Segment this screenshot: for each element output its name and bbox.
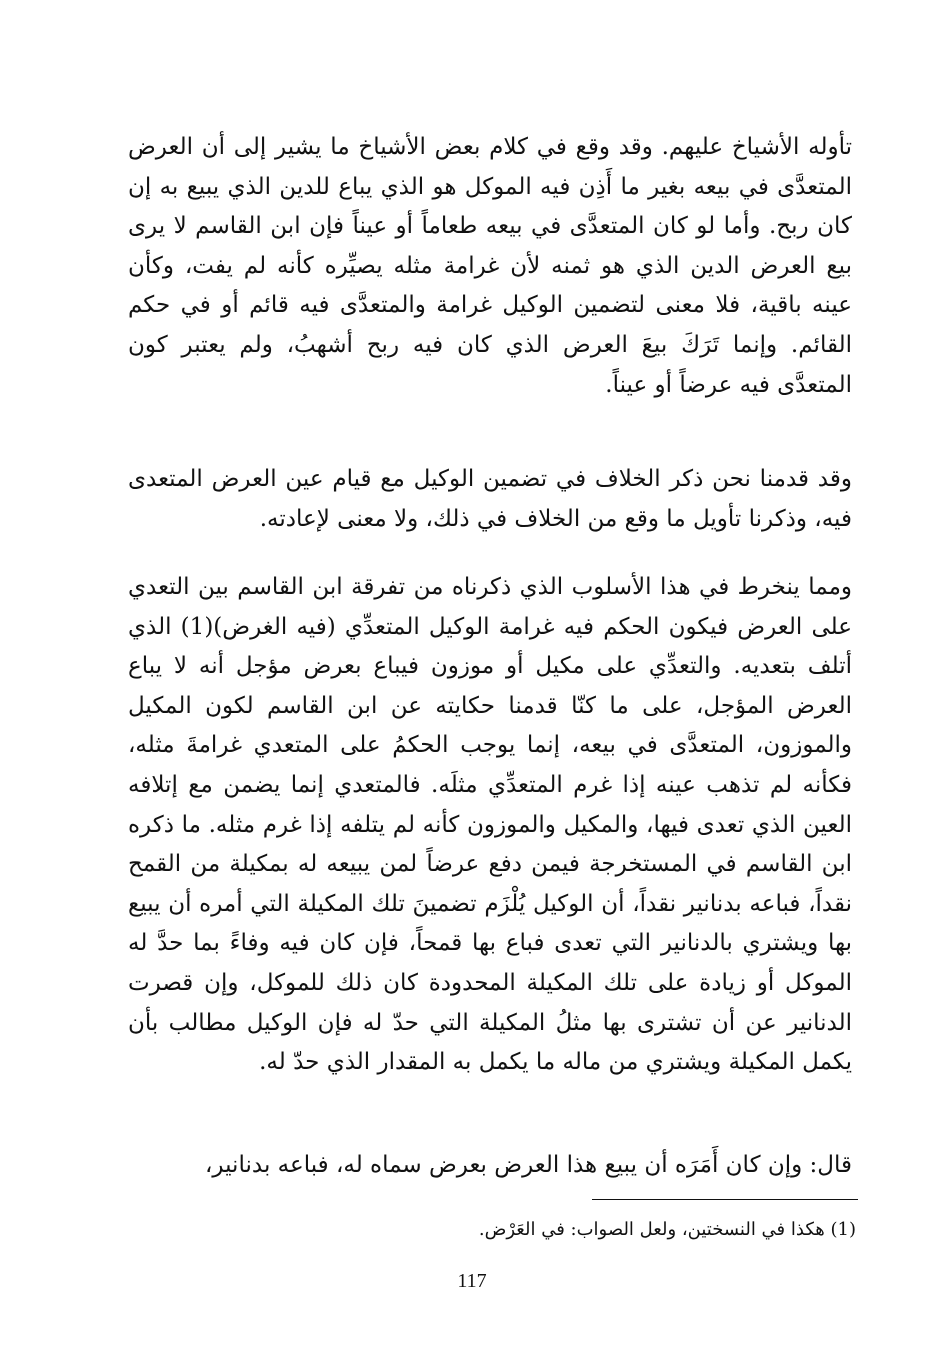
body-paragraph-4: قال: وإن كان أَمَرَه أن يبيع هذا العرض بعرض سماه له، فباعه بدنانير، [205, 1152, 852, 1178]
footnote-divider [592, 1199, 858, 1200]
body-paragraph-1: تأوله الأشياخ عليهم. وقد وقع في كلام بعض الأشياخ ما يشير إلى أن العرض المتعدَّى في بيعه بغير ما أَذِن فيه الموكل هو الذي يباع للدين الذي يبيع به إن كان ربح. وأما لو كان المتعدَّى في بيعه طعاماً أو عيناً فإن ابن القاسم لا يرى بيع العرض الدين الذي هو ثمنه لأن غرامة مثله يصيِّره كأنه لم يفت، وكأن عينه باقية، فلا معنى لتضمين الوكيل غرامة والمتعدَّى فيه قائم أو في حكم القائم. وإنما تَرَكَ بيعَ العرض الذي كان فيه ربح أشهبُ، ولم يعتبر كون المتعدَّى فيه عرضاً أو عيناً. [128, 134, 852, 398]
body-paragraph-3: ومما ينخرط في هذا الأسلوب الذي ذكرناه من تفرقة ابن القاسم بين التعدي على العرض فيكون الحكم فيه غرامة الوكيل المتعدِّي (فيه الغرض)(1) الذي أتلف بتعديه. والتعدِّي على مكيل أو موزون فيباع بعرض مؤجل أنه لا يباع العرض المؤجل، على ما كنّا قدمنا حكايته عن ابن القاسم لكون المكيل والموزون، المتعدَّى في بيعه، إنما يوجب الحكمُ على المتعدي غرامةَ مثله، فكأنه لم تذهب عينه إذا غرم المتعدِّي مثلَه. فالمتعدي إنما يضمن مع إتلافه العين الذي تعدى فيها، والمكيل والموزون كأنه لم يتلفه إذا غرم مثله. ما ذكره ابن القاسم في المستخرجة فيمن دفع عرضاً لمن يبيعه له بمكيلة من القمح نقداً، فباعه بدنانير نقداً، أن الوكيل يُلْزَم تضمينَ تلك المكيلة التي أمره أن يبيع بها ويشتري بالدنانير التي تعدى فباع بها قمحاً، فإن كان فيه وفاءً بما حدَّ له الموكل أو زيادة على تلك المكيلة المحدودة كان ذلك للموكل، وإن قصرت الدنانير عن أن تشترى بها مثلُ المكيلة التي حدّ له فإن الوكيل مطالب بأن يكمل المكيلة ويشتري من ماله ما يكمل به المقدار الذي حدّ له. [128, 574, 852, 1076]
footnote-text: (1) هكذا في النسختين، ولعل الصواب: في العَرْض. [478, 1219, 856, 1240]
page-number: 117 [457, 1270, 487, 1292]
body-paragraph-2: وقد قدمنا نحن ذكر الخلاف في تضمين الوكيل مع قيام عين العرض المتعدى فيه، وذكرنا تأويل ما وقع من الخلاف في ذلك، ولا معنى لإعادته. [128, 466, 852, 532]
